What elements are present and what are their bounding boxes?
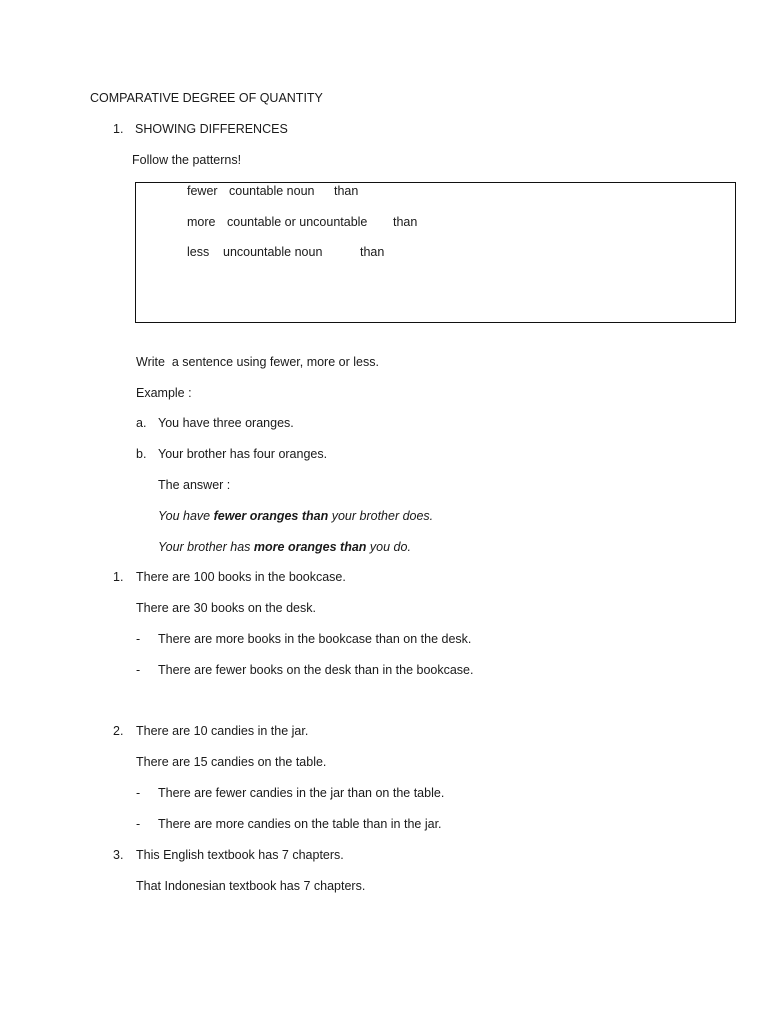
item-answer: There are more books in the bookcase than on the desk.	[158, 632, 472, 646]
item-statement: There are 100 books in the bookcase.	[136, 570, 346, 584]
example-sentence-a: You have three oranges.	[158, 416, 294, 430]
pattern-word: fewer	[187, 184, 218, 198]
task-instruction: Write a sentence using fewer, more or less.	[136, 355, 379, 369]
item-number: 2.	[113, 724, 124, 738]
item-statement: There are 15 candies on the table.	[136, 755, 327, 769]
instruction: Follow the patterns!	[132, 153, 242, 167]
answer-text: you do.	[366, 540, 411, 554]
example-label: Example :	[136, 386, 192, 400]
section-heading: SHOWING DIFFERENCES	[135, 122, 288, 136]
section-number: 1.	[113, 122, 124, 136]
pattern-word: less	[187, 245, 210, 259]
item-statement: This English textbook has 7 chapters.	[136, 848, 344, 862]
item-answer-dash: -	[136, 663, 141, 677]
example-marker-a: a.	[136, 416, 147, 430]
item-statement: There are 30 books on the desk.	[136, 601, 316, 615]
item-number: 1.	[113, 570, 124, 584]
pattern-than: than	[334, 184, 359, 198]
answer-bold: more oranges than	[253, 540, 367, 554]
item-answer: There are fewer candies in the jar than on the table.	[158, 786, 445, 800]
item-answer: There are more candies on the table than in the jar.	[158, 817, 442, 831]
example-sentence-b: Your brother has four oranges.	[158, 447, 328, 461]
item-statement: That Indonesian textbook has 7 chapters.	[136, 879, 366, 893]
answer-label: The answer :	[158, 478, 231, 492]
item-answer: There are fewer books on the desk than in the bookcase.	[158, 663, 474, 677]
pattern-noun: uncountable noun	[223, 245, 323, 259]
item-answer-dash: -	[136, 817, 141, 831]
item-statement: There are 10 candies in the jar.	[136, 724, 309, 738]
page-title: COMPARATIVE DEGREE OF QUANTITY	[90, 91, 323, 105]
example-answer-1	[158, 509, 433, 524]
item-answer-dash: -	[136, 786, 141, 800]
item-number: 3.	[113, 848, 124, 862]
pattern-noun: countable noun	[229, 184, 315, 198]
pattern-than: than	[393, 215, 418, 229]
answer-text: Your brother has	[158, 540, 254, 554]
answer-bold: fewer oranges than	[213, 509, 329, 523]
pattern-noun: countable or uncountable	[227, 215, 368, 229]
example-marker-b: b.	[136, 447, 147, 461]
pattern-word: more	[187, 215, 216, 229]
example-answer-2	[158, 540, 411, 555]
answer-text: You have	[158, 509, 214, 523]
pattern-than: than	[360, 245, 385, 259]
answer-text: your brother does.	[328, 509, 434, 523]
item-answer-dash: -	[136, 632, 141, 646]
